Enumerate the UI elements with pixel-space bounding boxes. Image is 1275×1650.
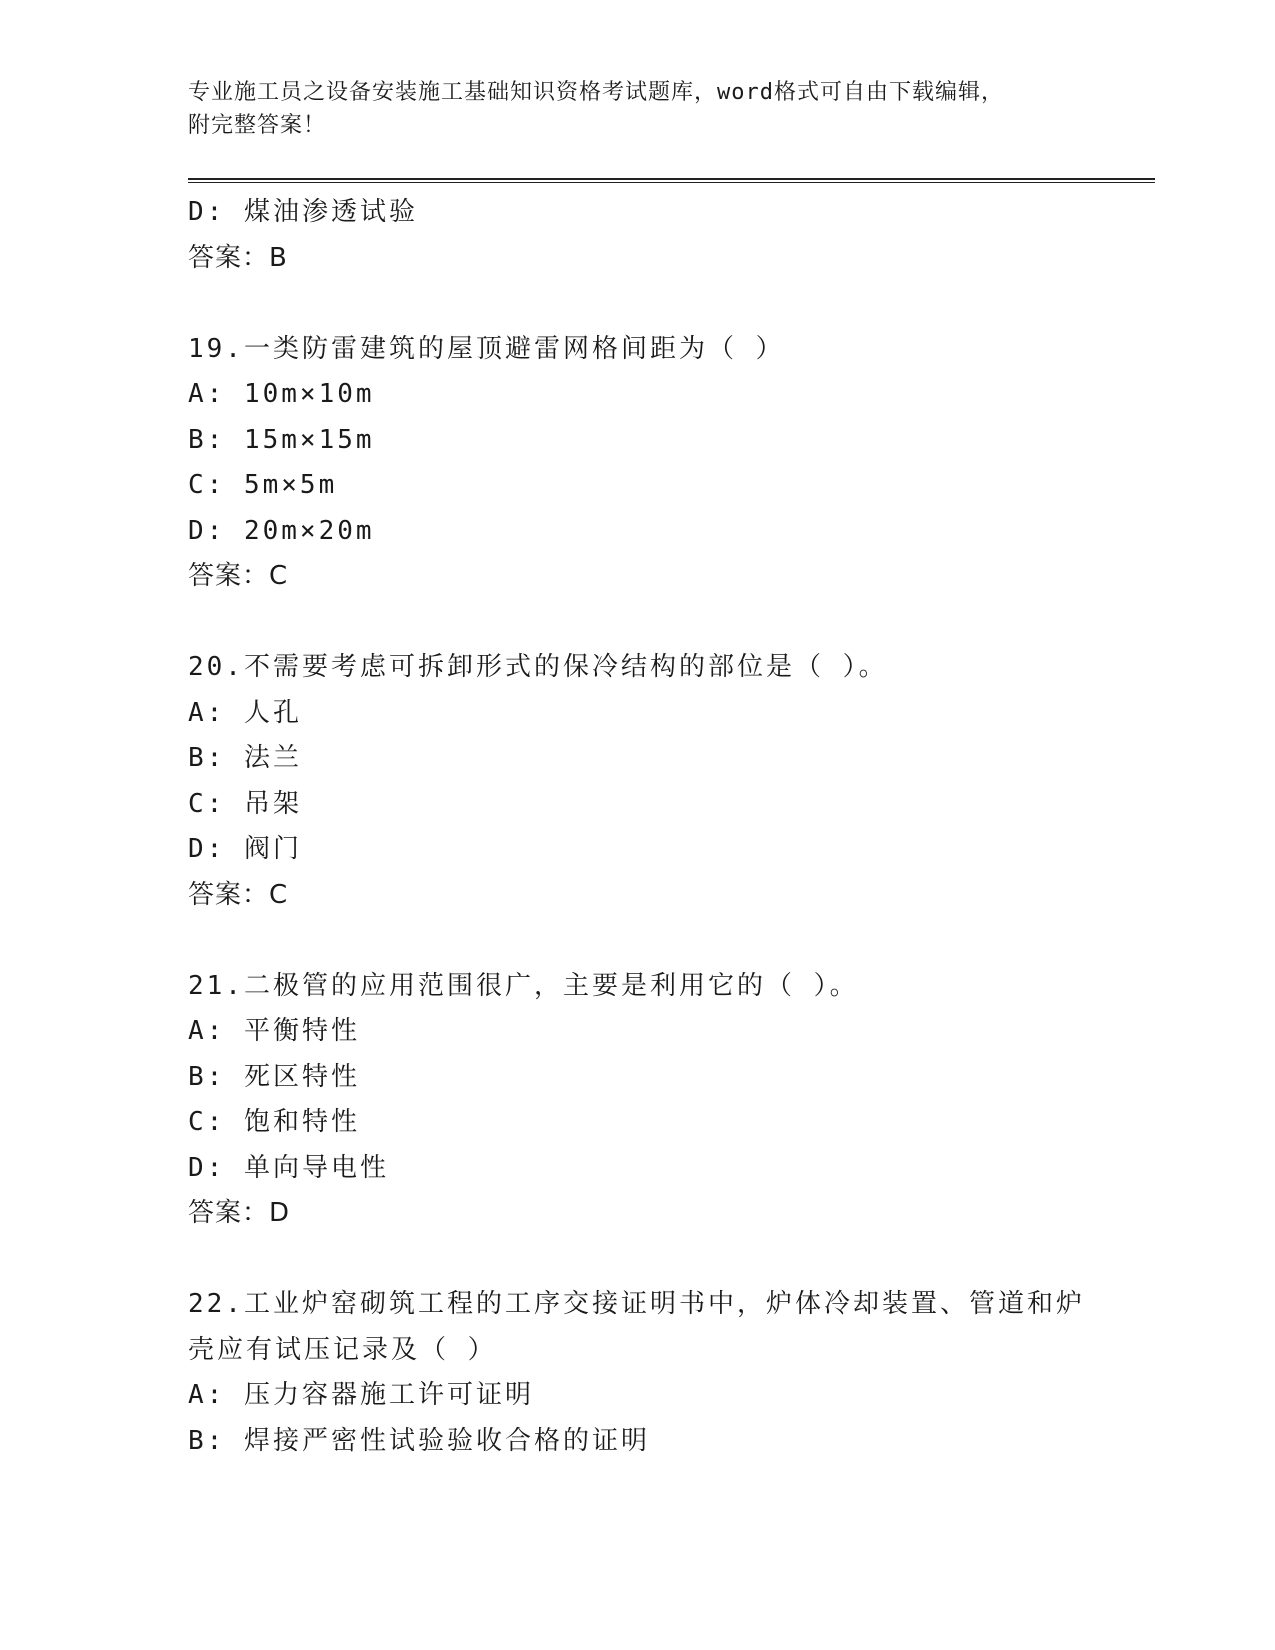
- option-a: A: 10m×10m: [188, 379, 375, 409]
- answer: 答案：C: [188, 561, 289, 591]
- question-20: [188, 645, 1148, 918]
- option-c: C: 5m×5m: [188, 470, 338, 500]
- header-line-2: 附完整答案！: [188, 113, 327, 138]
- option-a: A: 人孔: [188, 697, 302, 728]
- header-line-1: 专业施工员之设备安装施工基础知识资格考试题库，word格式可自由下载编辑，: [188, 80, 1004, 105]
- prev-option-d: D: 煤油渗透试验: [188, 197, 418, 227]
- question-stem-line-1: 22.工业炉窑砌筑工程的工序交接证明书中，炉体冷却装置、管道和炉: [188, 1289, 1085, 1319]
- option-c: C: 吊架: [188, 788, 302, 819]
- question-stem-line-2: 壳应有试压记录及（ ）: [188, 1334, 497, 1365]
- option-b: B: 15m×15m: [188, 424, 375, 455]
- answer: 答案：D: [188, 1198, 291, 1228]
- question-stem: 20.不需要考虑可拆卸形式的保冷结构的部位是（ ）。: [188, 652, 888, 682]
- option-b: B: 焊接严密性试验验收合格的证明: [188, 1425, 650, 1456]
- question-22: [188, 1282, 1148, 1464]
- header-double-rule: [188, 178, 1155, 184]
- answer: 答案：C: [188, 879, 289, 910]
- question-stem: 21.二极管的应用范围很广，主要是利用它的（ ）。: [188, 970, 859, 1001]
- question-21: [188, 964, 1148, 1237]
- option-c: C: 饱和特性: [188, 1107, 360, 1137]
- option-b: B: 法兰: [188, 743, 302, 773]
- option-a: A: 压力容器施工许可证明: [188, 1380, 534, 1410]
- option-b: B: 死区特性: [188, 1061, 360, 1092]
- option-d: D: 单向导电性: [188, 1152, 389, 1183]
- question-19: [188, 327, 1148, 600]
- option-d: D: 20m×20m: [188, 515, 375, 546]
- option-d: D: 阀门: [188, 834, 302, 864]
- page-header: [188, 76, 1168, 142]
- question-stem: 19.一类防雷建筑的屋顶避雷网格间距为（ ）: [188, 333, 785, 364]
- prev-answer: 答案：B: [188, 242, 288, 273]
- option-a: A: 平衡特性: [188, 1016, 360, 1046]
- question-list: [188, 190, 1148, 1464]
